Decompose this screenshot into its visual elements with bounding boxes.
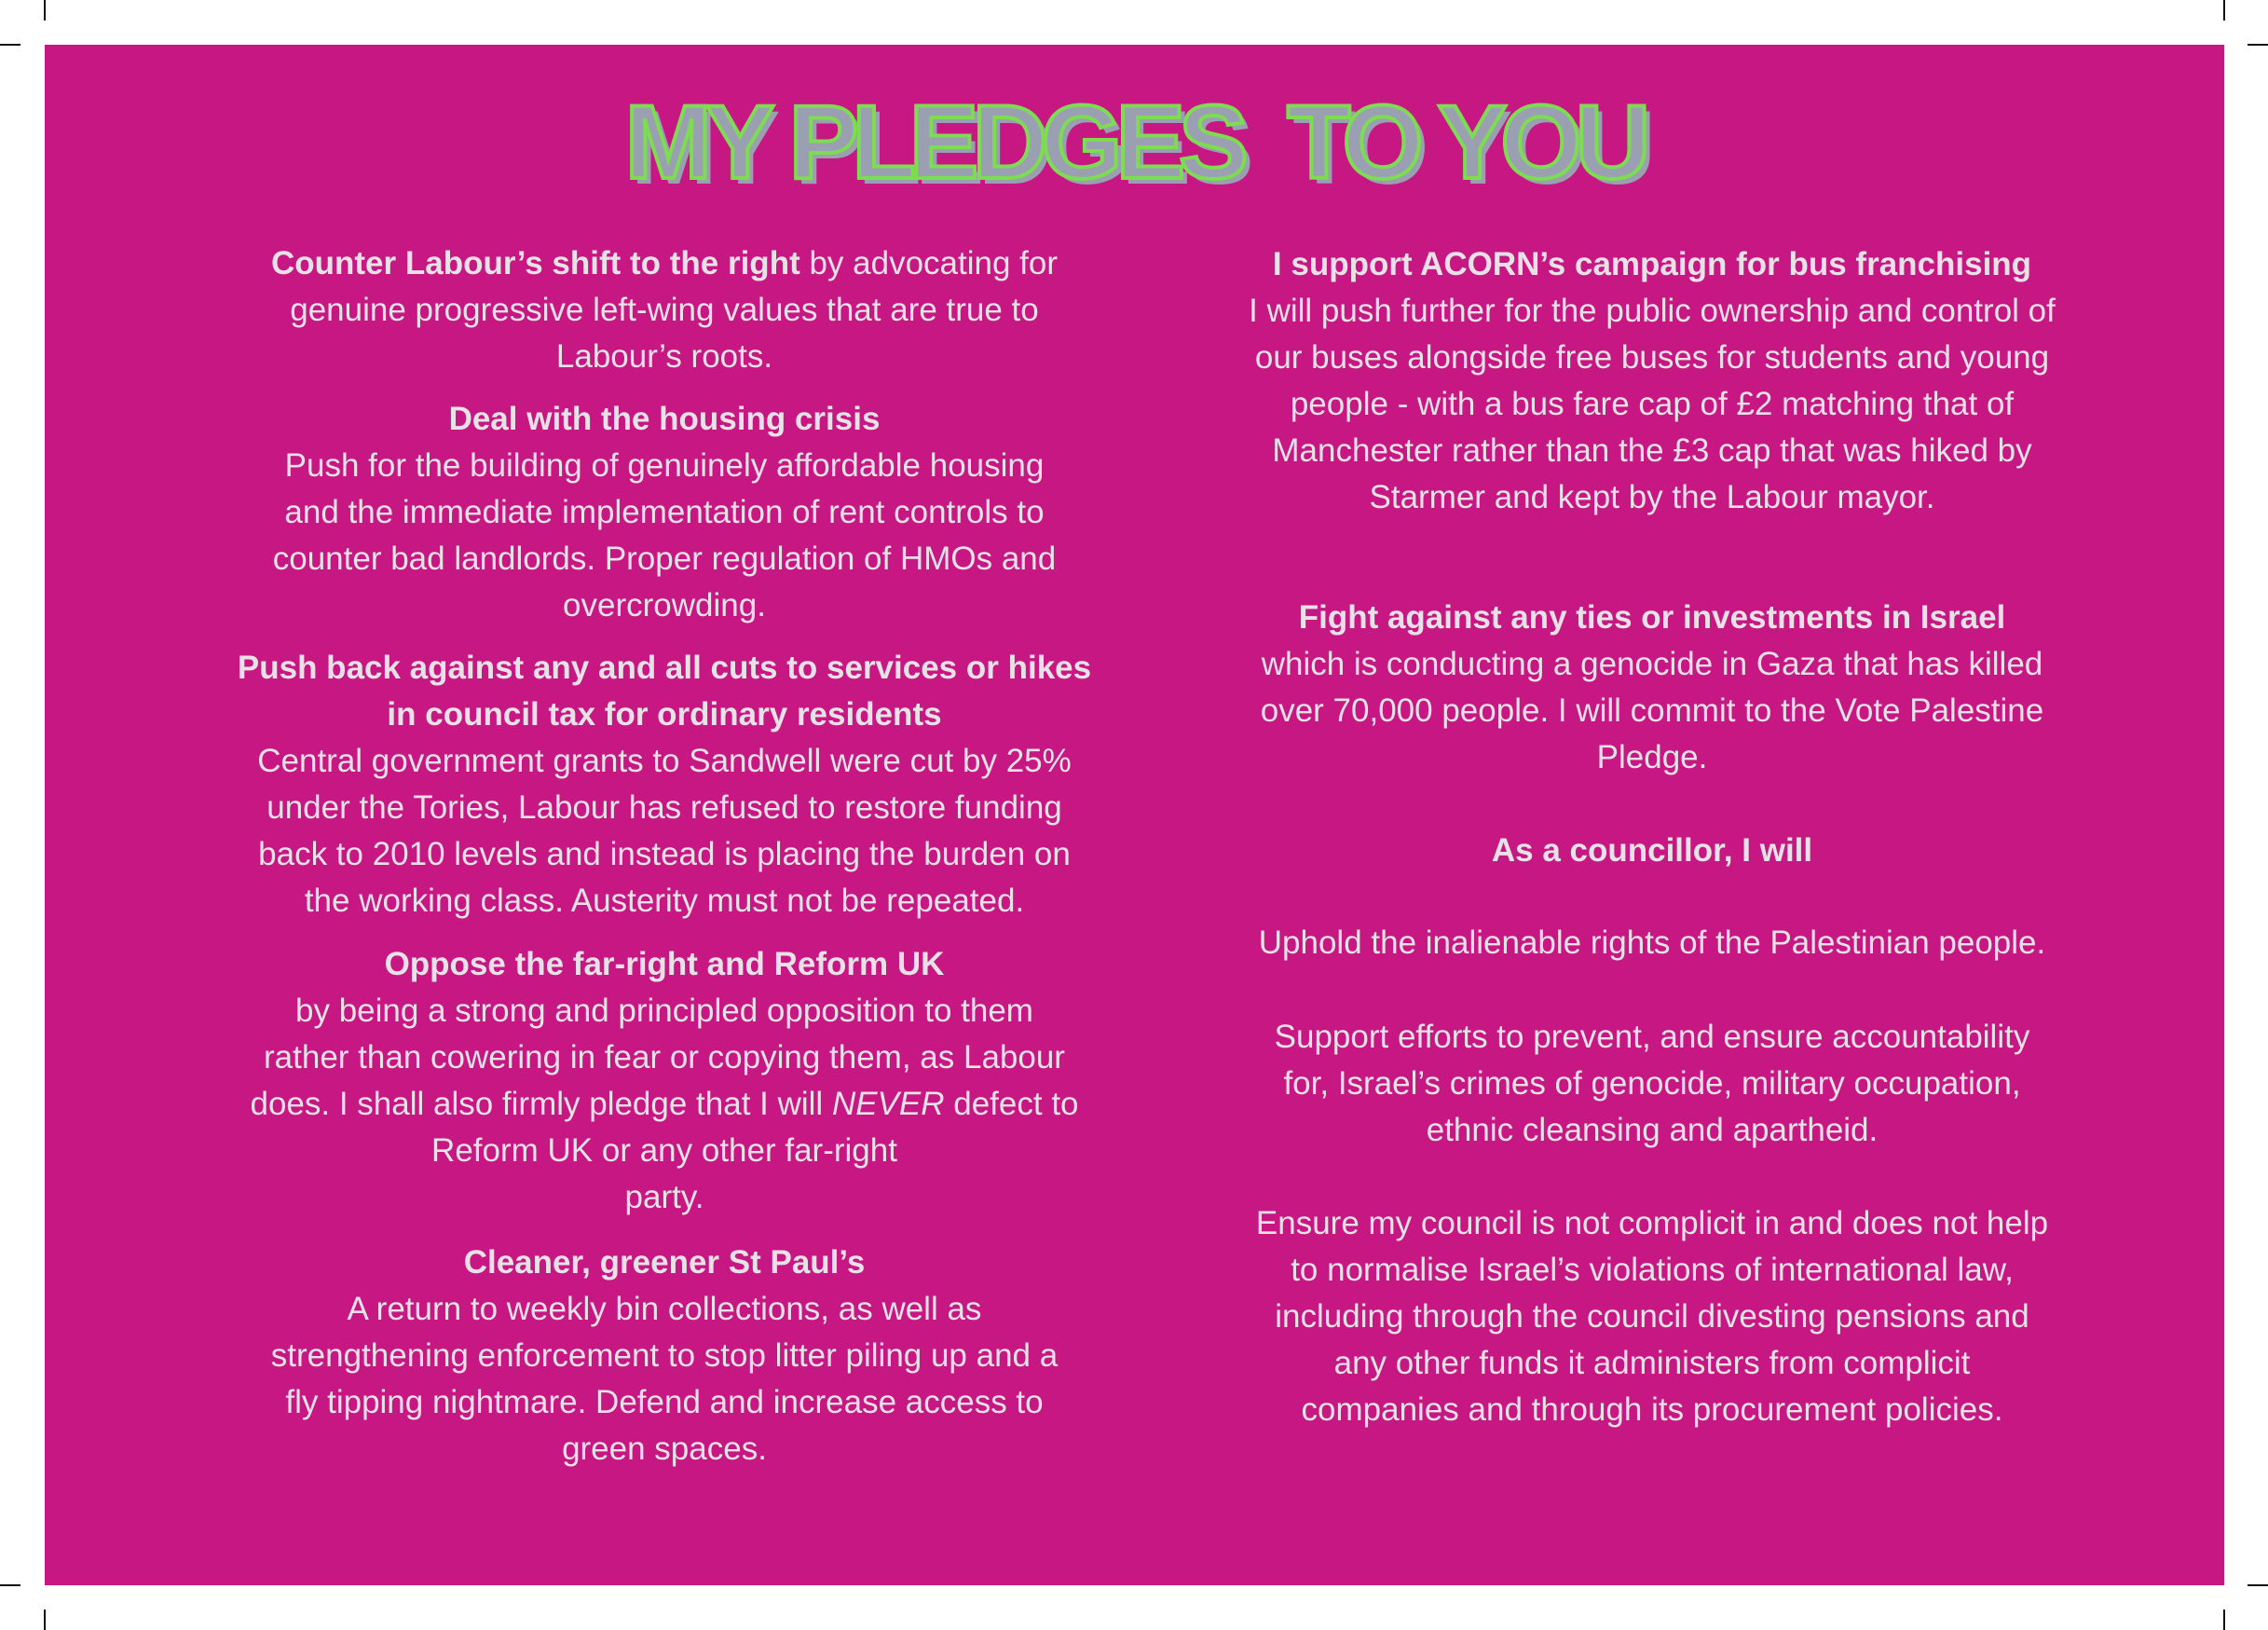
pledge-uphold-rights <box>1130 920 2174 966</box>
pledge-text: by advocating for <box>799 245 1059 281</box>
pledge-text: Reform UK or any other far-right <box>431 1132 897 1169</box>
pledge-heading: As a councillor, I will <box>1491 832 1813 869</box>
pledge-text: which is conducting a genocide in Gaza that has killed <box>1261 646 2043 682</box>
pledge-heading: Oppose the far-right and Reform UK <box>384 946 945 982</box>
pledge-cleaner-greener <box>143 1240 1186 1472</box>
pledge-text: rather than cowering in fear or copying them, as Labour <box>264 1039 1065 1075</box>
pledge-text: green spaces. <box>562 1431 767 1467</box>
pledge-heading: Fight against any ties or investments in Israel <box>1298 599 2006 636</box>
pledge-text: genuine progressive left-wing values that are true to <box>290 292 1039 328</box>
pledge-text: does. I shall also firmly pledge that I will <box>250 1086 832 1122</box>
pledge-text: Labour’s roots. <box>555 338 773 375</box>
pledge-housing <box>143 396 1186 629</box>
pledge-text: I will push further for the public ownership and control of <box>1249 293 2056 329</box>
page-title: MY PLEDGES TO YOU <box>624 84 1645 200</box>
pledge-far-right <box>143 941 1186 1221</box>
pledge-text: companies and through its procurement policies. <box>1301 1391 2003 1428</box>
pledge-heading: Counter Labour’s shift to the right <box>270 245 800 281</box>
pledge-israel <box>1130 595 2174 781</box>
pledge-text: for, Israel’s crimes of genocide, military occupation, <box>1283 1065 2021 1102</box>
pledge-text: Push for the building of genuinely affordable housing <box>284 447 1045 484</box>
crop-mark <box>2223 1609 2225 1630</box>
pledge-heading: Push back against any and all cuts to services or hikes <box>237 650 1092 686</box>
pledge-text: ethnic cleansing and apartheid. <box>1426 1112 1879 1148</box>
pledge-text: Starmer and kept by the Labour mayor. <box>1369 479 1935 515</box>
pledge-heading: in council tax for ordinary residents <box>387 696 942 733</box>
crop-mark <box>44 0 46 21</box>
pledge-text: to normalise Israel’s violations of international law, <box>1291 1252 2014 1288</box>
pledge-text: party. <box>624 1179 704 1215</box>
pledge-heading: Cleaner, greener St Paul’s <box>463 1244 866 1281</box>
pledge-text: Uphold the inalienable rights of the Palestinian people. <box>1258 925 2046 961</box>
pledge-text: overcrowding. <box>563 587 766 623</box>
pledges-panel <box>45 45 2224 1585</box>
pledge-text: counter bad landlords. Proper regulation of HMOs and <box>272 541 1057 577</box>
pledge-text: fly tipping nightmare. Defend and increase access to <box>285 1384 1044 1420</box>
pledge-text: under the Tories, Labour has refused to restore funding <box>266 789 1062 826</box>
pledge-text: Manchester rather than the £3 cap that was hiked by <box>1272 432 2032 469</box>
pledge-accountability <box>1130 1014 2174 1154</box>
pledge-counter-labour <box>143 240 1186 380</box>
pledge-text: Central government grants to Sandwell were cut by 25% <box>257 743 1072 779</box>
pledge-text: strengthening enforcement to stop litter piling up and a <box>270 1337 1059 1374</box>
pledge-text: by being a strong and principled opposition to them <box>295 993 1033 1029</box>
crop-mark <box>0 44 20 46</box>
pledge-heading: I support ACORN’s campaign for bus franchising <box>1272 246 2032 282</box>
pledge-bus-franchising <box>1130 241 2174 521</box>
pledge-text: Support efforts to prevent, and ensure accountability <box>1274 1019 2030 1055</box>
crop-mark <box>0 1584 20 1586</box>
pledge-text: people - with a bus fare cap of £2 matching that of <box>1290 386 2015 422</box>
pledge-text: and the immediate implementation of rent controls to <box>284 494 1045 530</box>
crop-mark <box>2248 44 2268 46</box>
emphasis-never: NEVER <box>831 1086 945 1122</box>
pledge-text: defect to <box>944 1086 1079 1122</box>
pledge-text: our buses alongside free buses for students and young <box>1254 339 2050 376</box>
councillor-heading-block <box>1130 828 2174 874</box>
crop-mark <box>44 1609 46 1630</box>
pledge-text: any other funds it administers from complicit <box>1333 1345 1971 1381</box>
pledge-text: the working class. Austerity must not be repeated. <box>304 883 1025 919</box>
crop-mark <box>2223 0 2225 21</box>
crop-mark <box>2248 1584 2268 1586</box>
pledge-text: including through the council divesting pensions and <box>1275 1298 2029 1335</box>
pledge-cuts <box>143 645 1186 925</box>
pledge-not-complicit <box>1130 1200 2174 1433</box>
pledge-text: Ensure my council is not complicit in and does not help <box>1255 1205 2049 1241</box>
pledge-text: back to 2010 levels and instead is placing the burden on <box>258 836 1071 872</box>
pledge-text: over 70,000 people. I will commit to the Vote Palestine <box>1260 692 2044 729</box>
pledge-text: A return to weekly bin collections, as well as <box>347 1291 982 1327</box>
pledge-heading: Deal with the housing crisis <box>448 401 881 437</box>
pledge-text: Pledge. <box>1596 739 1708 775</box>
